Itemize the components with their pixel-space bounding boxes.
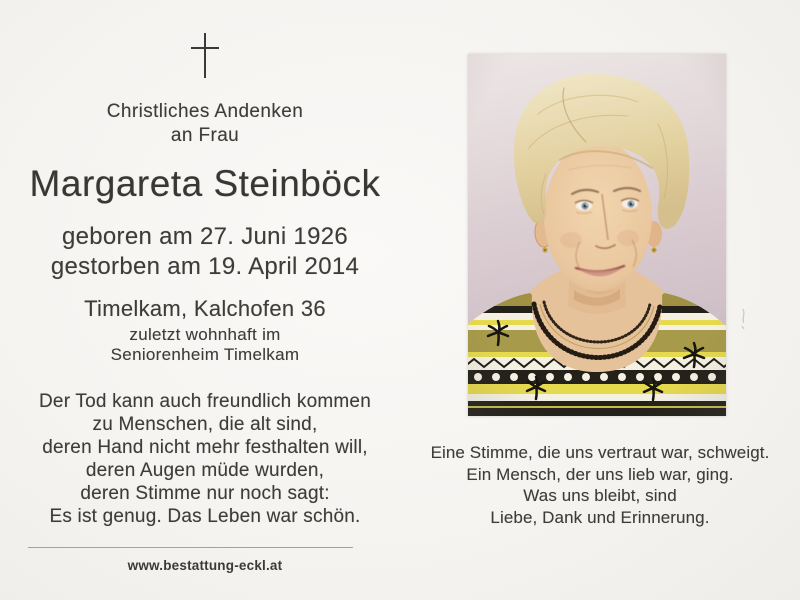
footer-divider: [28, 547, 353, 548]
verse-line: Eine Stimme, die uns vertraut war, schweigt.: [430, 443, 770, 462]
cross-horizontal-bar: [191, 47, 219, 49]
cross-vertical-bar: [204, 33, 206, 78]
life-dates: [5, 222, 405, 282]
poem-line: zu Menschen, die alt sind,: [92, 414, 318, 435]
last-residence-line2: Seniorenheim Timelkam: [110, 345, 300, 364]
remembrance-verse: [402, 442, 798, 528]
memorial-poem: [5, 390, 405, 528]
last-residence: [5, 325, 405, 365]
left-panel: [5, 0, 405, 600]
cross-icon: [190, 33, 220, 78]
last-residence-line1: zuletzt wohnhaft im: [129, 325, 281, 344]
verse-line: Liebe, Dank und Erinnerung.: [490, 507, 710, 527]
funeral-home-url: www.bestattung-eckl.at: [127, 558, 283, 573]
right-panel: [400, 0, 800, 600]
memorial-heading-line2: an Frau: [170, 125, 240, 146]
poem-line: Der Tod kann auch freundlich kommen: [39, 391, 371, 412]
poem-line: deren Augen müde wurden,: [85, 460, 325, 481]
poem-line: Es ist genug. Das Leben war schön.: [49, 506, 361, 527]
birth-date: geboren am 27. Juni 1926: [61, 223, 349, 250]
memorial-heading: [5, 100, 405, 148]
memorial-heading-line1: Christliches Andenken: [106, 101, 304, 122]
verse-line: Ein Mensch, der uns lieb war, ging.: [466, 464, 734, 484]
poem-line: deren Stimme nur noch sagt:: [80, 483, 330, 504]
deceased-name: Margareta Steinböck: [29, 163, 381, 204]
scan-artifact: [738, 308, 748, 330]
verse-line: Was uns bleibt, sind: [523, 486, 677, 505]
portrait-photo: [468, 54, 726, 416]
home-address: Timelkam, Kalchofen 36: [84, 296, 326, 321]
poem-line: deren Hand nicht mehr festhalten will,: [42, 437, 368, 458]
death-date: gestorben am 19. April 2014: [50, 253, 360, 280]
